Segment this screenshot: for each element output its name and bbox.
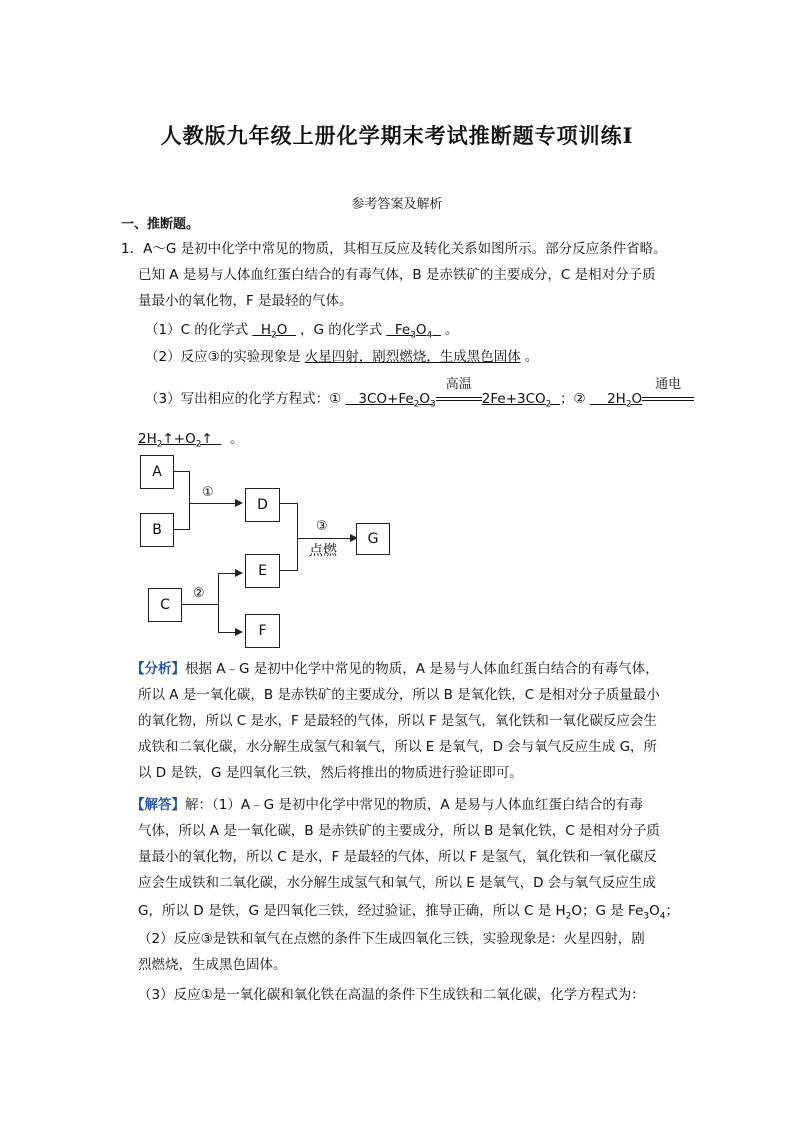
solution-line-4: 应会生成铁和二氧化碳，水分解生成氢气和氧气，所以 E 是氧气，D 会与氧气反应生成 <box>138 875 656 891</box>
page-title: 人教版九年级上册化学期末考试推断题专项训练Ⅰ <box>160 123 634 148</box>
solution-line-1: 【解答】解：（1）A﹣G 是初中化学中常见的物质，A 是易与人体血红蛋白结合的有毒 <box>131 797 643 813</box>
analysis-line-5: 以 D 是铁，G 是四氧化三铁，然后将推出的物质进行验证即可。 <box>138 765 523 781</box>
reaction-2-label: ② <box>193 586 205 601</box>
question-line-2: 已知 A 是易与人体血红蛋白结合的有毒气体，B 是赤铁矿的主要成分，C 是相对分子质 <box>138 267 656 283</box>
question-line-1: 1．A～G 是初中化学中常见的物质，其相互反应及转化关系如图所示。部分反应条件省略。 <box>121 241 667 257</box>
analysis-line-1: 【分析】根据 A﹣G 是初中化学中常见的物质，A 是易与人体血红蛋白结合的有毒气体， <box>131 661 659 677</box>
solution-line-5: G，所以 D 是铁，G 是四氧化三铁，经过验证，推导正确，所以 C 是 $H_2O$；G 是 $Fe_3O_4$； <box>138 903 680 922</box>
part-1: （1）C 的化学式 $H_2O$ ，G 的化学式 $Fe_3O_4$ 。 <box>145 322 459 341</box>
equation-2-left: $2H_2O$ <box>607 391 643 410</box>
part-2: （2）反应③的实验现象是 火星四射，剧烈燃烧，生成黑色固体 。 <box>145 349 539 365</box>
analysis-line-3: 的氧化物，所以 C 是水，F 是最轻的气体，所以 F 是氢气，氧化铁和一氧化碳反应会生 <box>138 713 657 729</box>
box-f: F <box>245 614 280 648</box>
reaction-1-label: ① <box>202 485 214 500</box>
analysis-tag: 【分析】 <box>131 661 185 677</box>
box-g: G <box>356 523 390 555</box>
box-d: D <box>245 488 280 522</box>
reaction-3-label: ③ <box>316 519 328 534</box>
box-e: E <box>245 554 280 588</box>
question-line-3: 量最小的氧化物，F 是最轻的气体。 <box>138 293 353 309</box>
answer-phenomenon: 火星四射，剧烈燃烧，生成黑色固体 <box>304 349 521 365</box>
solution-line-2: 气体，所以 A 是一氧化碳，B 是赤铁矿的主要成分，所以 B 是氧化铁，C 是相对分子质 <box>138 823 660 839</box>
solution-line-3: 量最小的氧化物，所以 C 是水，F 是最轻的气体，所以 F 是氢气，氧化铁和一氧化碳反 <box>138 849 657 865</box>
subtitle: 参考答案及解析 <box>351 197 443 212</box>
solution-line-6: （2）反应③是铁和氧气在点燃的条件下生成四氧化三铁，实验现象是：火星四射，剧 <box>138 931 645 947</box>
equation-2-continuation: $2H_2↑+O_2↑$ 。 <box>138 431 244 450</box>
equation-1: $3CO+Fe_2O_3$ 高温 $2Fe+3CO_2$ <box>358 377 552 410</box>
solution-line-8: （3）反应①是一氧化碳和氧化铁在高温的条件下生成铁和二氧化碳，化学方程式为： <box>138 987 645 1003</box>
answer-c-formula: $H_2O$ <box>252 322 296 341</box>
solution-line-7: 烈燃烧，生成黑色固体。 <box>138 957 287 973</box>
analysis-line-2: 所以 A 是一氧化碳，B 是赤铁矿的主要成分，所以 B 是氧化铁，C 是相对分子质量最小 <box>138 687 660 703</box>
solution-tag: 【解答】 <box>131 797 185 813</box>
box-c: C <box>148 588 182 622</box>
answer-g-formula: $Fe_3O_4$ <box>386 322 433 341</box>
reaction-3-condition: 点燃 <box>309 543 337 559</box>
box-a: A <box>140 455 174 489</box>
part-3: （3）写出相应的化学方程式：① $3CO+Fe_2O_3$ 高温 $2Fe+3CO_2$ ；② $2H_2O$ 通电 <box>145 386 694 418</box>
section-heading: 一、推断题。 <box>121 217 200 232</box>
analysis-line-4: 成铁和二氧化碳，水分解生成氢气和氧气，所以 E 是氧气，D 会与氧气反应生成 G，所 <box>138 739 658 755</box>
box-b: B <box>140 513 174 547</box>
